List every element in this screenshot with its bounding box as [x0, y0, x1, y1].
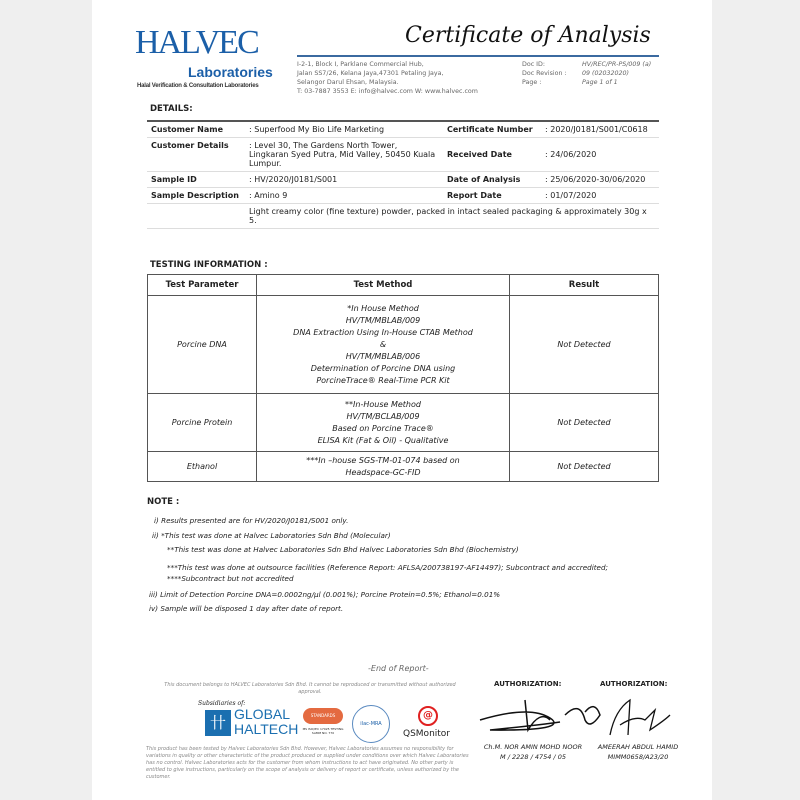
test-result: Not Detected [510, 394, 659, 452]
logo-subtitle: Halal Verification & Consultation Laboratories [137, 83, 259, 89]
logo-text: GLOBAL [234, 706, 291, 722]
authorizer-1 [478, 742, 588, 762]
ownership-notice: This document belongs to HALVEC Laboratories Sdn Bhd. It cannot be reproduced or transmitted without authorized approval. [164, 682, 456, 695]
method-line: ELISA Kit (Fat & Oil) - Qualitative [317, 435, 449, 445]
end-of-report: -End of Report- [368, 664, 429, 673]
label: Customer Details [147, 138, 245, 172]
doc-info [522, 60, 652, 87]
note-item: iv) Sample will be disposed 1 day after date of report. [149, 604, 344, 613]
authorizer-id: MIMM0658/A23/20 [607, 753, 669, 761]
signature-1 [480, 700, 600, 730]
subsidiary-label: Subsidiaries of: [198, 700, 246, 707]
doc-rev-label: Doc Revision : [522, 70, 567, 77]
label: Date of Analysis [443, 172, 541, 188]
doc-id: HV/REC/PR-PS/009 (a) [582, 61, 652, 68]
method-line: Based on Porcine Trace® [332, 423, 434, 433]
sample-appearance: Light creamy color (fine texture) powder, packed in intact sealed packaging & approximately 30g x 5. [245, 204, 659, 229]
note-item: **This test was done at Halvec Laboratories Sdn Bhd Halvec Laboratories Sdn Bhd (Biochemistry) [167, 545, 519, 554]
address-line: Selangor Darul Ehsan, Malaysia. [297, 79, 399, 86]
method-line: PorcineTrace® Real-Time PCR Kit [316, 375, 450, 385]
method-line: **In-House Method [345, 399, 421, 409]
method-line: DNA Extraction Using In-House CTAB Method [293, 327, 473, 337]
testing-heading: TESTING INFORMATION : [150, 260, 268, 270]
authorizer-2 [588, 742, 688, 762]
certificate-number: : 2020/J0181/S001/C0618 [541, 121, 659, 138]
details-heading: DETAILS: [150, 104, 193, 114]
label: Sample Description [147, 188, 245, 204]
method-line: HV/TM/MBLAB/006 [345, 351, 421, 361]
notes-list [147, 514, 608, 617]
table-row [148, 394, 659, 452]
authorizer-name: Ch.M. NOR AMIN MOHD NOOR [483, 743, 583, 751]
address-line: I-2-1, Block I, Parklane Commercial Hub, [297, 61, 424, 68]
accreditation-number: MS ISO/IEC 17025 TESTING SAMM NO. 770 [302, 727, 344, 735]
note-item: ii) *This test was done at Halvec Laboratories Sdn Bhd (Molecular) [152, 530, 391, 540]
method-line: ***In –house SGS-TM-01-074 based on [306, 455, 460, 465]
column-header: Test Parameter [148, 275, 257, 296]
signatures [470, 690, 690, 740]
method-line: *In House Method [347, 303, 419, 313]
test-result: Not Detected [510, 452, 659, 482]
lab-address [297, 60, 478, 96]
report-date: : 01/07/2020 [541, 188, 659, 204]
label: Sample ID [147, 172, 245, 188]
table-row [148, 296, 659, 394]
address-line: Jalan SS7/26, Kelana Jaya,47301 Petaling Jaya, [297, 70, 444, 77]
sample-description: : Amino 9 [245, 188, 443, 204]
logo-text: HALTECH [234, 721, 299, 737]
authorizer-name: AMEERAH ABDUL HAMID [597, 743, 679, 751]
standards-malaysia-logo: STANDARDS [303, 708, 343, 724]
label: Received Date [443, 138, 541, 172]
doc-rev: 09 (02032020) [582, 70, 629, 77]
notes-heading: NOTE : [147, 497, 180, 507]
global-haltech-logo-icon: 卄 [205, 710, 231, 736]
test-parameter: Porcine DNA [148, 296, 257, 394]
document-title: Certificate of Analysis [405, 23, 651, 48]
logo-laboratories: Laboratories [188, 64, 273, 80]
table-row [148, 452, 659, 482]
label: Report Date [443, 188, 541, 204]
method-line: HV/TM/BCLAB/009 [346, 411, 420, 421]
label: Certificate Number [443, 121, 541, 138]
details-table [147, 120, 659, 229]
test-method [257, 394, 510, 452]
disclaimer: This product has been tested by Halvec Laboratories Sdn Bhd. However, Halvec Laboratories assumes no responsibility for variations in quality or other characteristic of the product produced or supplied under conditions over which Halvec Laboratories has no control. Halvec Laboratories acts for the customer from whom instructions to act have originated. No other party is entitled to give instructions, particularly on the scope of analysis or delivery of report or certificate, unless authorized by the customer. [146, 746, 469, 780]
signature-2 [610, 700, 670, 735]
note-item: ***This test was done at outsource facilities (Reference Report: AFLSA/200738197-AF14497); Subcontract and accredited; [167, 562, 608, 572]
qsmonitor-logo: QSMonitor [403, 729, 451, 739]
column-header: Test Method [257, 275, 510, 296]
customer-name: : Superfood My Bio Life Marketing [245, 121, 443, 138]
halvec-logo: HALVEC [135, 24, 258, 61]
ilac-mra-logo: ilac-MRA [352, 705, 390, 743]
label: Customer Name [147, 121, 245, 138]
method-line: HV/TM/MBLAB/009 [345, 315, 421, 325]
page-label: Page : [522, 79, 542, 86]
method-line: & [379, 339, 387, 349]
column-header: Result [510, 275, 659, 296]
test-parameter: Ethanol [148, 452, 257, 482]
analysis-date: : 25/06/2020-30/06/2020 [541, 172, 659, 188]
global-haltech-logo [234, 707, 298, 737]
contact-line: T: 03-7887 3553 E: info@halvec.com W: www.halvec.com [297, 88, 478, 95]
page-number: Page 1 of 1 [582, 79, 618, 86]
sample-id: : HV/2020/J0181/S001 [245, 172, 443, 188]
authorizer-id: M / 2228 / 4754 / 05 [500, 753, 566, 761]
test-result: Not Detected [510, 296, 659, 394]
header-rule [297, 55, 659, 57]
testing-table [147, 274, 659, 482]
test-parameter: Porcine Protein [148, 394, 257, 452]
customer-details: : Level 30, The Gardens North Tower, Lingkaran Syed Putra, Mid Valley, 50450 Kuala Lumpur. [245, 138, 443, 172]
test-method [257, 296, 510, 394]
authorization-label: AUTHORIZATION: [494, 680, 562, 688]
note-item: iii) Limit of Detection Porcine DNA=0.0002ng/µl (0.001%); Porcine Protein=0.5%; Ethanol=0.01% [149, 589, 501, 599]
note-item: ****Subcontract but not accredited [167, 573, 294, 583]
authorization-label: AUTHORIZATION: [600, 680, 668, 688]
method-line: Determination of Porcine DNA using [310, 363, 456, 373]
received-date: : 24/06/2020 [541, 138, 659, 172]
test-method [257, 452, 510, 482]
note-item: i) Results presented are for HV/2020/J0181/S001 only. [154, 516, 349, 525]
doc-id-label: Doc ID: [522, 61, 545, 68]
qs-logo-icon: @ [418, 706, 438, 726]
method-line: Headspace-GC-FID [345, 467, 421, 477]
